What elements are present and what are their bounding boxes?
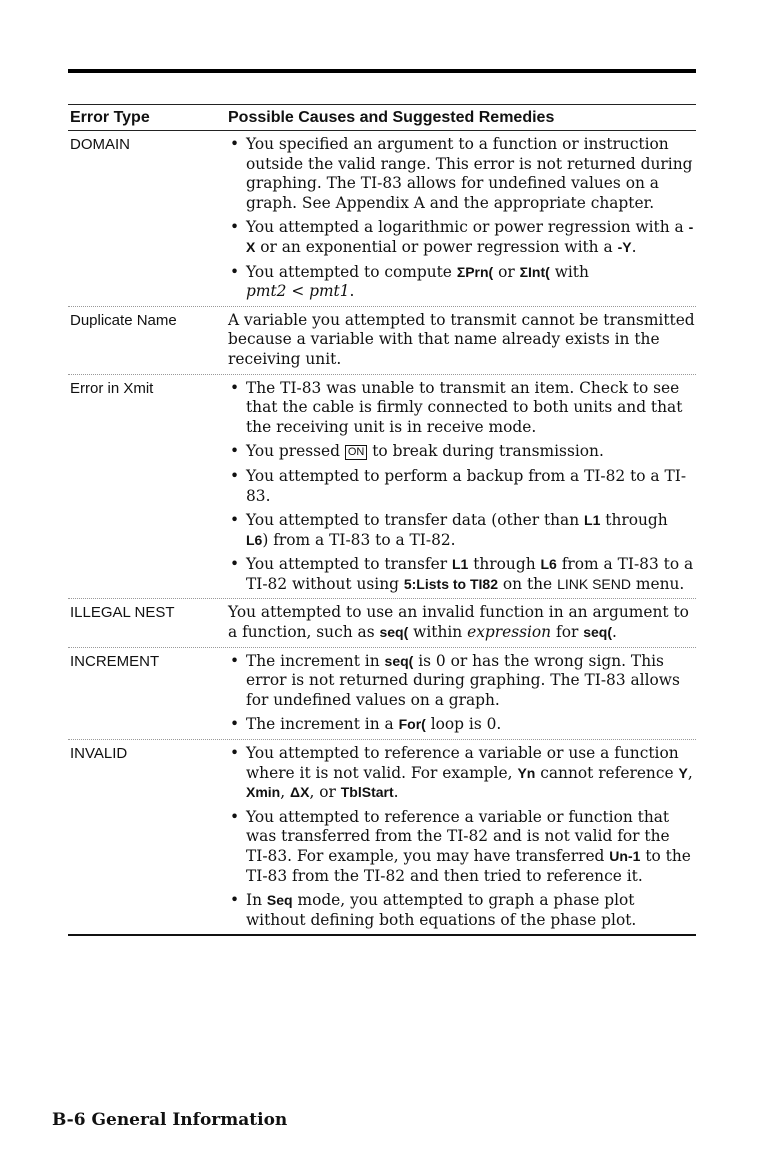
table-row	[68, 307, 696, 375]
page-footer: B-6 General Information	[52, 1110, 288, 1130]
list-item: • You pressed ON to break during transmission.	[230, 442, 604, 461]
list-item: • You attempted to transfer L1 through L6 from a TI-83 to a TI-82 without using 5:Lists to TI82 on the LINK SEND menu.	[230, 555, 694, 593]
on-key: ON	[345, 445, 368, 460]
header-error-type: Error Type	[70, 109, 150, 126]
list-item: • You attempted to reference a variable or use a function where it is not valid. For example, Yn cannot reference Y, Xmin, ΔX, or TblStart.	[230, 744, 693, 802]
list-item: • You attempted a logarithmic or power regression with a -X or an exponential or power regression with a -Y.	[230, 218, 694, 256]
error-type: Error in Xmit	[70, 379, 154, 397]
list-item: • The TI-83 was unable to transmit an item. Check to see that the cable is firmly connected to both units and that the receiving unit is in receive mode.	[230, 378, 683, 436]
table-row	[68, 131, 696, 307]
header-causes: Possible Causes and Suggested Remedies	[228, 109, 555, 126]
table-row	[68, 648, 696, 740]
error-type: DOMAIN	[70, 136, 130, 153]
remedies	[228, 744, 696, 930]
table-header	[68, 104, 696, 131]
list-item: • You attempted to compute ΣPrn( or ΣInt( with pmt2 < pmt1.	[230, 262, 589, 301]
top-rule	[68, 69, 696, 73]
remedies: A variable you attempted to transmit cannot be transmitted because a variable with that name already exists in the receiving unit.	[228, 310, 695, 368]
list-item: • You attempted to reference a variable or function that was transferred from the TI-82 and is not valid for the TI-83. For example, you may have transferred Un-1 to the TI-83 from the TI-82 and then tried to reference it.	[230, 807, 691, 885]
remedies: You attempted to use an invalid function in an argument to a function, such as seq( within expression for seq(.	[228, 603, 689, 642]
table-row	[68, 599, 696, 647]
table-row	[68, 740, 696, 936]
list-item: • The increment in seq( is 0 or has the wrong sign. This error is not returned during graphing. The TI-83 allows for undefined values on a graph.	[230, 651, 680, 709]
list-item: • You attempted to perform a backup from a TI-82 to a TI-83.	[230, 466, 687, 505]
table-row	[68, 375, 696, 600]
list-item: • The increment in a For( loop is 0.	[230, 715, 502, 734]
list-item: • You attempted to transfer data (other than L1 through L6) from a TI-83 to a TI-82.	[230, 511, 668, 549]
remedies	[228, 379, 696, 595]
error-type: INVALID	[70, 745, 128, 763]
error-type: ILLEGAL NEST	[70, 604, 175, 622]
list-item: • You specified an argument to a function or instruction outside the valid range. This error is not returned during graphing. The TI-83 allows for undefined values on a graph. See Appendix A and the appropriate chapter.	[230, 135, 693, 212]
remedies	[228, 135, 696, 302]
remedies	[228, 652, 696, 735]
error-type: Duplicate Name	[70, 311, 177, 329]
list-item: • In Seq mode, you attempted to graph a phase plot without defining both equations of the phase plot.	[230, 891, 637, 929]
error-table	[68, 104, 696, 936]
error-type: INCREMENT	[70, 652, 160, 670]
